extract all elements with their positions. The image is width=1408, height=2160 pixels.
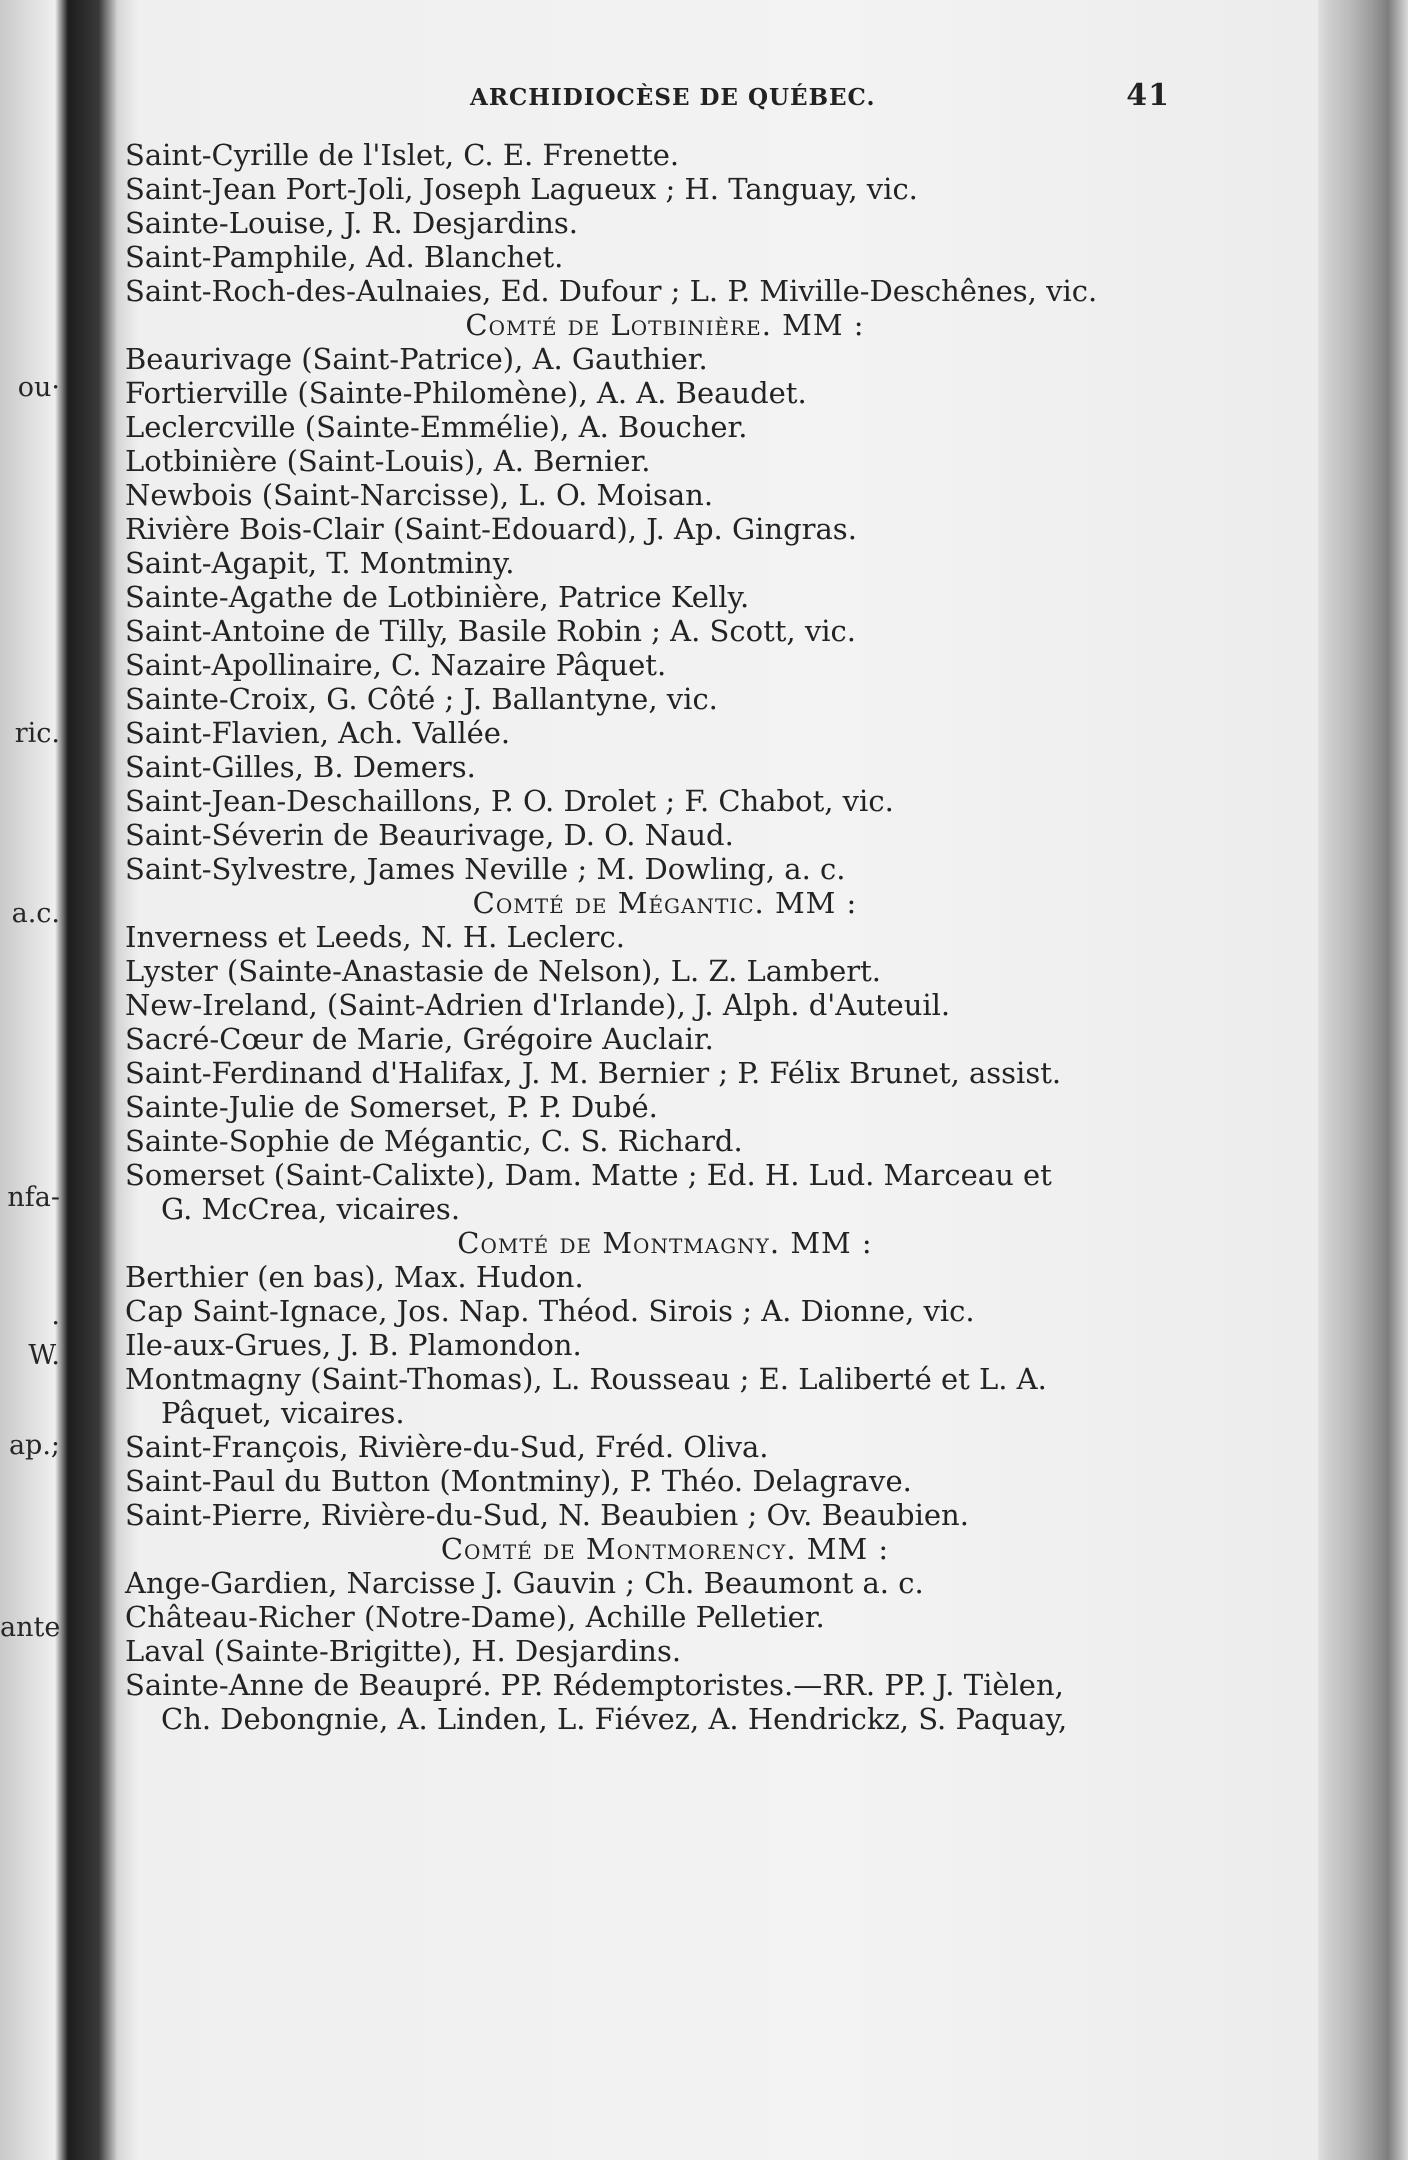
parish-entry: Saint-Jean-Deschaillons, P. O. Drolet ; F. Chabot, vic. — [125, 784, 894, 818]
previous-page-fragment: W. — [28, 1340, 60, 1371]
parish-entry: Sainte-Julie de Somerset, P. P. Dubé. — [125, 1090, 658, 1124]
parish-entry: Saint-Pamphile, Ad. Blanchet. — [125, 240, 564, 274]
entry-continuation: Pâquet, vicaires. — [161, 1396, 405, 1430]
county-heading: Comté de Mégantic. MM : — [472, 886, 858, 920]
parish-entry: Sacré-Cœur de Marie, Grégoire Auclair. — [125, 1022, 714, 1056]
previous-page-fragment: ric. — [14, 718, 60, 749]
parish-entry: Newbois (Saint-Narcisse), L. O. Moisan. — [125, 478, 714, 512]
previous-page-fragment: ante — [0, 1612, 60, 1643]
parish-entry: Somerset (Saint-Calixte), Dam. Matte ; Ed. H. Lud. Marceau et — [125, 1158, 1052, 1192]
parish-entry: Saint-Ferdinand d'Halifax, J. M. Bernier ; P. Félix Brunet, assist. — [125, 1056, 1062, 1090]
parish-entry: Saint-Flavien, Ach. Vallée. — [125, 716, 511, 750]
parish-entry: Saint-Sylvestre, James Neville ; M. Dowling, a. c. — [125, 852, 846, 886]
parish-entry: Saint-Agapit, T. Montminy. — [125, 546, 515, 580]
previous-page-fragment: a.c. — [11, 898, 60, 929]
entry-continuation: G. McCrea, vicaires. — [161, 1192, 461, 1226]
parish-entry: Saint-Roch-des-Aulnaies, Ed. Dufour ; L. P. Miville-Deschênes, vic. — [125, 274, 1098, 308]
previous-page-fragment: ou· — [17, 372, 60, 403]
parish-entry: Berthier (en bas), Max. Hudon. — [125, 1260, 584, 1294]
previous-page-fragment: . — [51, 1300, 60, 1331]
parish-entry: Saint-François, Rivière-du-Sud, Fréd. Oliva. — [125, 1430, 769, 1464]
running-head: ARCHIDIOCÈSE DE QUÉBEC. — [470, 84, 876, 111]
parish-entry: Ile-aux-Grues, J. B. Plamondon. — [125, 1328, 582, 1362]
parish-entry: Sainte-Sophie de Mégantic, C. S. Richard. — [125, 1124, 743, 1158]
previous-page-fragment: nfa- — [7, 1182, 60, 1213]
parish-entry: Saint-Séverin de Beaurivage, D. O. Naud. — [125, 818, 734, 852]
parish-entry: Sainte-Croix, G. Côté ; J. Ballantyne, vic. — [125, 682, 718, 716]
county-heading: Comté de Lotbinière. MM : — [465, 308, 865, 342]
parish-directory-text — [125, 138, 1205, 1736]
parish-entry: Château-Richer (Notre-Dame), Achille Pelletier. — [125, 1600, 825, 1634]
parish-entry: Lyster (Sainte-Anastasie de Nelson), L. Z. Lambert. — [125, 954, 882, 988]
parish-entry: Rivière Bois-Clair (Saint-Edouard), J. Ap. Gingras. — [125, 512, 857, 546]
parish-entry: Saint-Cyrille de l'Islet, C. E. Frenette. — [125, 138, 680, 172]
parish-entry: Ange-Gardien, Narcisse J. Gauvin ; Ch. Beaumont a. c. — [125, 1566, 924, 1600]
parish-entry: Montmagny (Saint-Thomas), L. Rousseau ; E. Laliberté et L. A. — [125, 1362, 1047, 1396]
parish-entry: Leclercville (Sainte-Emmélie), A. Boucher. — [125, 410, 748, 444]
parish-entry: Saint-Pierre, Rivière-du-Sud, N. Beaubien ; Ov. Beaubien. — [125, 1498, 969, 1532]
parish-entry: Fortierville (Sainte-Philomène), A. A. Beaudet. — [125, 376, 807, 410]
entry-continuation: Ch. Debongnie, A. Linden, L. Fiévez, A. Hendrickz, S. Paquay, — [161, 1702, 1068, 1736]
previous-page-edge — [0, 0, 70, 2160]
parish-entry: Laval (Sainte-Brigitte), H. Desjardins. — [125, 1634, 682, 1668]
page-number: 41 — [1126, 78, 1170, 113]
page-edge — [1318, 0, 1408, 2160]
parish-entry: Beaurivage (Saint-Patrice), A. Gauthier. — [125, 342, 708, 376]
book-gutter — [70, 0, 118, 2160]
parish-entry: Saint-Paul du Button (Montminy), P. Théo. Delagrave. — [125, 1464, 912, 1498]
parish-entry: Saint-Apollinaire, C. Nazaire Pâquet. — [125, 648, 667, 682]
parish-entry: Cap Saint-Ignace, Jos. Nap. Théod. Sirois ; A. Dionne, vic. — [125, 1294, 975, 1328]
previous-page-fragment: ap.; — [8, 1430, 60, 1461]
parish-entry: Sainte-Anne de Beaupré. PP. Rédemptoristes.—RR. PP. J. Tièlen, — [125, 1668, 1064, 1702]
parish-entry: Saint-Jean Port-Joli, Joseph Lagueux ; H. Tanguay, vic. — [125, 172, 918, 206]
county-heading: Comté de Montmagny. MM : — [457, 1226, 873, 1260]
page-header — [350, 78, 1170, 120]
parish-entry: Inverness et Leeds, N. H. Leclerc. — [125, 920, 625, 954]
parish-entry: New-Ireland, (Saint-Adrien d'Irlande), J. Alph. d'Auteuil. — [125, 988, 951, 1022]
parish-entry: Sainte-Agathe de Lotbinière, Patrice Kelly. — [125, 580, 750, 614]
parish-entry: Saint-Gilles, B. Demers. — [125, 750, 476, 784]
parish-entry: Saint-Antoine de Tilly, Basile Robin ; A. Scott, vic. — [125, 614, 856, 648]
parish-entry: Sainte-Louise, J. R. Desjardins. — [125, 206, 579, 240]
parish-entry: Lotbinière (Saint-Louis), A. Bernier. — [125, 444, 651, 478]
county-heading: Comté de Montmorency. MM : — [440, 1532, 890, 1566]
